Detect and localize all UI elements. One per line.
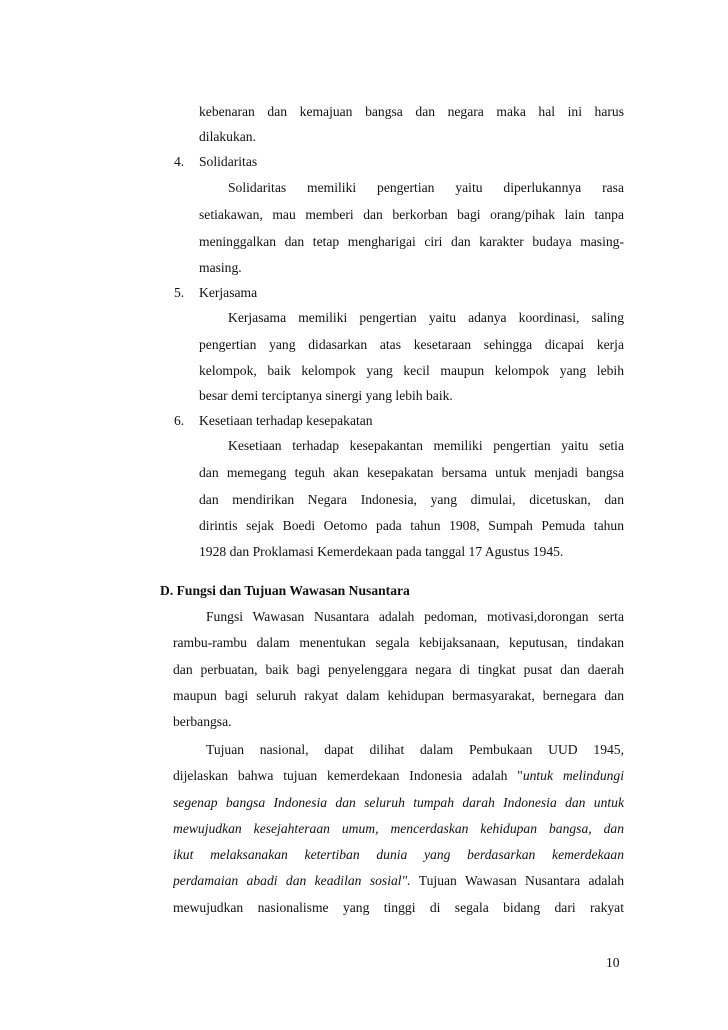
paragraph-line bbox=[173, 846, 624, 864]
continuation-line: dilakukan. bbox=[199, 129, 257, 144]
list-item-text: meninggalkan dan tetap mengharigai ciri dan karakter budaya masing- bbox=[199, 234, 624, 249]
paragraph-line: rambu-rambu dalam menentukan segala kebijaksanaan, keputusan, tindakan bbox=[173, 635, 624, 650]
list-item-title: Kerjasama bbox=[199, 285, 258, 300]
paragraph-line: mewujudkan nasionalisme yang tinggi di segala bidang dari rakyat bbox=[173, 900, 624, 915]
paragraph-line: Fungsi Wawasan Nusantara adalah pedoman, motivasi,dorongan serta bbox=[206, 609, 624, 624]
list-number: 4. bbox=[174, 154, 185, 169]
paragraph-line: Tujuan nasional, dapat dilihat dalam Pembukaan UUD 1945, bbox=[206, 742, 624, 757]
list-item-text: Kesetiaan terhadap kesepakantan memiliki pengertian yaitu setia bbox=[228, 438, 624, 453]
paragraph-line bbox=[173, 872, 624, 890]
continuation-line: kebenaran dan kemajuan bangsa dan negara maka hal ini harus bbox=[199, 104, 624, 119]
list-item-text: dan mendirikan Negara Indonesia, yang dimulai, dicetuskan, dan bbox=[199, 492, 624, 507]
list-item-text: besar demi terciptanya sinergi yang lebih baik. bbox=[199, 388, 453, 403]
list-item-text: 1928 dan Proklamasi Kemerdekaan pada tanggal 17 Agustus 1945. bbox=[199, 544, 564, 559]
list-item-text: Kerjasama memiliki pengertian yaitu adanya koordinasi, saling bbox=[228, 310, 624, 325]
list-item-text: dirintis sejak Boedi Oetomo pada tahun 1908, Sumpah Pemuda tahun bbox=[199, 518, 624, 533]
paragraph-line: dan perbuatan, baik bagi penyelenggara negara di tingkat pusat dan daerah bbox=[173, 662, 624, 677]
list-item-text: pengertian yang didasarkan atas kesetaraan sehingga dicapai kerja bbox=[199, 337, 624, 352]
paragraph-line: maupun bagi seluruh rakyat dalam kehidupan bermasyarakat, bernegara dan bbox=[173, 688, 624, 703]
list-item-text: masing. bbox=[199, 260, 242, 275]
section-heading: D. Fungsi dan Tujuan Wawasan Nusantara bbox=[160, 583, 410, 598]
list-number: 5. bbox=[174, 285, 185, 300]
paragraph-line bbox=[173, 794, 624, 812]
list-item-text: dan memegang teguh akan kesepakatan bersama untuk menjadi bangsa bbox=[199, 465, 624, 480]
list-item-title: Kesetiaan terhadap kesepakatan bbox=[199, 413, 373, 428]
list-number: 6. bbox=[174, 413, 185, 428]
paragraph-line bbox=[173, 820, 624, 838]
quoted-text: ikut melaksanakan ketertiban dunia yang berdasarkan kemerdekaan bbox=[173, 847, 624, 862]
list-item-title: Solidaritas bbox=[199, 154, 258, 169]
quoted-text: untuk melindungi bbox=[522, 768, 624, 783]
quoted-text: segenap bangsa Indonesia dan seluruh tumpah darah Indonesia dan untuk bbox=[173, 795, 624, 810]
paragraph-text: Tujuan Wawasan Nusantara adalah bbox=[410, 873, 624, 888]
page-number: 10 bbox=[606, 955, 620, 970]
list-item-text: kelompok, baik kelompok yang kecil maupun kelompok yang lebih bbox=[199, 363, 624, 378]
paragraph-text: dijelaskan bahwa tujuan kemerdekaan Indonesia adalah " bbox=[173, 768, 523, 783]
paragraph-line: berbangsa. bbox=[173, 714, 232, 729]
quoted-text: perdamaian abadi dan keadilan sosial". bbox=[173, 873, 411, 888]
list-item-text: setiakawan, mau memberi dan berkorban bagi orang/pihak lain tanpa bbox=[199, 207, 624, 222]
quoted-text: mewujudkan kesejahteraan umum, mencerdaskan kehidupan bangsa, dan bbox=[173, 821, 624, 836]
paragraph-line bbox=[173, 767, 624, 785]
list-item-text: Solidaritas memiliki pengertian yaitu diperlukannya rasa bbox=[228, 180, 624, 195]
